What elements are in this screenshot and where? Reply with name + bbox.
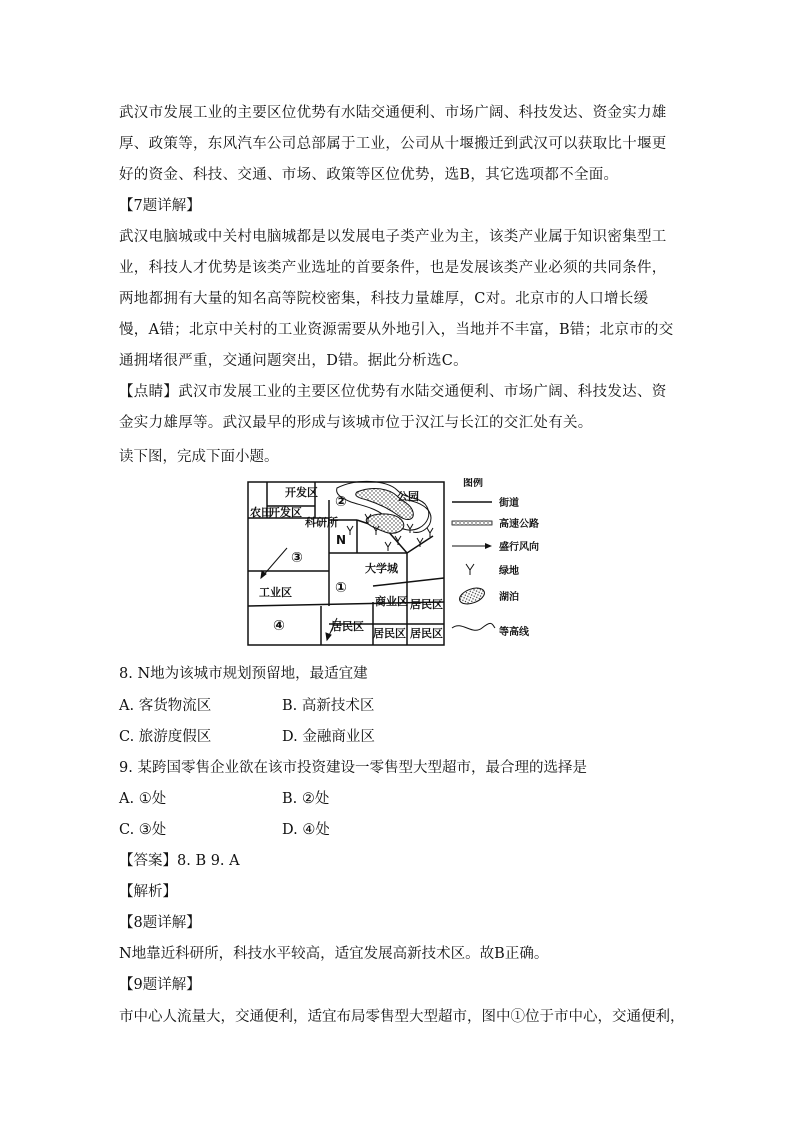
- legend-wind: 盛行风向: [499, 542, 539, 553]
- label-juminqu1: 居民区: [410, 598, 443, 611]
- label-circle2: ②: [335, 494, 347, 510]
- legend-title: 图例: [463, 478, 483, 489]
- q9-detail-body: 市中心人流量大，交通便利，适宜布局零售型大型超市，图中①位于市中心，交通便利，: [119, 1009, 685, 1025]
- label-gongyequ: 工业区: [259, 586, 292, 599]
- city-map-svg: [247, 478, 547, 648]
- label-keyansuo: 科研所: [305, 516, 338, 529]
- legend-green: 绿地: [499, 566, 519, 577]
- city-map-figure: [247, 478, 547, 648]
- legend-contour: 等高线: [499, 627, 529, 638]
- q7-header: 【7题详解】: [119, 198, 201, 214]
- label-shangyequ: 商业区: [375, 595, 408, 608]
- q8-detail-body: N地靠近科研所，科技水平较高，适宜发展高新技术区。故B正确。: [119, 946, 549, 962]
- label-circle3: ③: [291, 550, 303, 566]
- q9-detail-header: 【9题详解】: [119, 977, 201, 993]
- label-juminqu2: 居民区: [331, 620, 364, 633]
- label-kaifaqu-left: 开发区: [269, 506, 302, 519]
- q9-option-c: C. ③处: [119, 822, 167, 838]
- question-8: 8. N地为该城市规划预留地，最适宜建: [119, 666, 368, 682]
- tip-paragraph: 【点睛】武汉市发展工业的主要区位优势有水陆交通便利、市场广阔、科技发达、资金实力雄厚等。武汉最早的形成与该城市位于汉江与长江的交汇处有关。: [119, 384, 667, 431]
- map-legend: [452, 478, 539, 638]
- label-gongyuan: 公园: [397, 490, 419, 503]
- q9-option-d: D. ④处: [282, 822, 330, 838]
- q7-body: 武汉电脑城或中关村电脑城都是以发展电子类产业为主，该类产业属于知识密集型工业，科技人才优势是该类产业选址的首要条件，也是发展该类产业必须的共同条件，两地都拥有大量的知名高等院校密集，科技力量雄厚，C对。北京市的人口增长缓慢，A错；北京中关村的工业资源需要从外地引入，当地并不丰富，B错；北京市的交通拥堵很严重，交通问题突出，D错。据此分析选C。: [119, 229, 674, 369]
- q9-option-a: A. ①处: [119, 791, 167, 807]
- question-9: 9. 某跨国零售企业欲在该市投资建设一零售型大型超市，最合理的选择是: [119, 760, 587, 776]
- q8-option-c: C. 旅游度假区: [119, 729, 212, 745]
- q9-option-b: B. ②处: [282, 791, 330, 807]
- q8-detail-header: 【8题详解】: [119, 915, 201, 931]
- label-circle1: ①: [335, 580, 347, 596]
- legend-lake: 湖泊: [499, 592, 519, 603]
- label-kaifaqu-top: 开发区: [285, 486, 318, 499]
- paragraph-7-explanation-end: 武汉市发展工业的主要区位优势有水陆交通便利、市场广阔、科技发达、资金实力雄厚、政策等，东风汽车公司总部属于工业，公司从十堰搬迁到武汉可以获取比十堰更好的资金、科技、交通、市场、政策等区位优势，选B，其它选项都不全面。: [119, 105, 667, 183]
- read-map-instruction: 读下图，完成下面小题。: [119, 449, 279, 465]
- legend-street: 街道: [499, 498, 519, 509]
- label-n: N: [336, 533, 347, 547]
- label-circle4: ④: [273, 618, 285, 634]
- label-juminqu3: 居民区: [373, 627, 406, 640]
- q8-option-d: D. 金融商业区: [282, 729, 375, 745]
- q8-option-a: A. 客货物流区: [119, 698, 212, 714]
- label-juminqu4: 居民区: [410, 627, 443, 640]
- label-nongtian: 农田: [250, 506, 272, 519]
- q8-option-b: B. 高新技术区: [282, 698, 375, 714]
- analysis-header: 【解析】: [119, 884, 177, 900]
- legend-highway: 高速公路: [499, 519, 539, 530]
- label-daxuecheng: 大学城: [365, 562, 398, 575]
- answer-line: 【答案】8. B 9. A: [119, 853, 240, 869]
